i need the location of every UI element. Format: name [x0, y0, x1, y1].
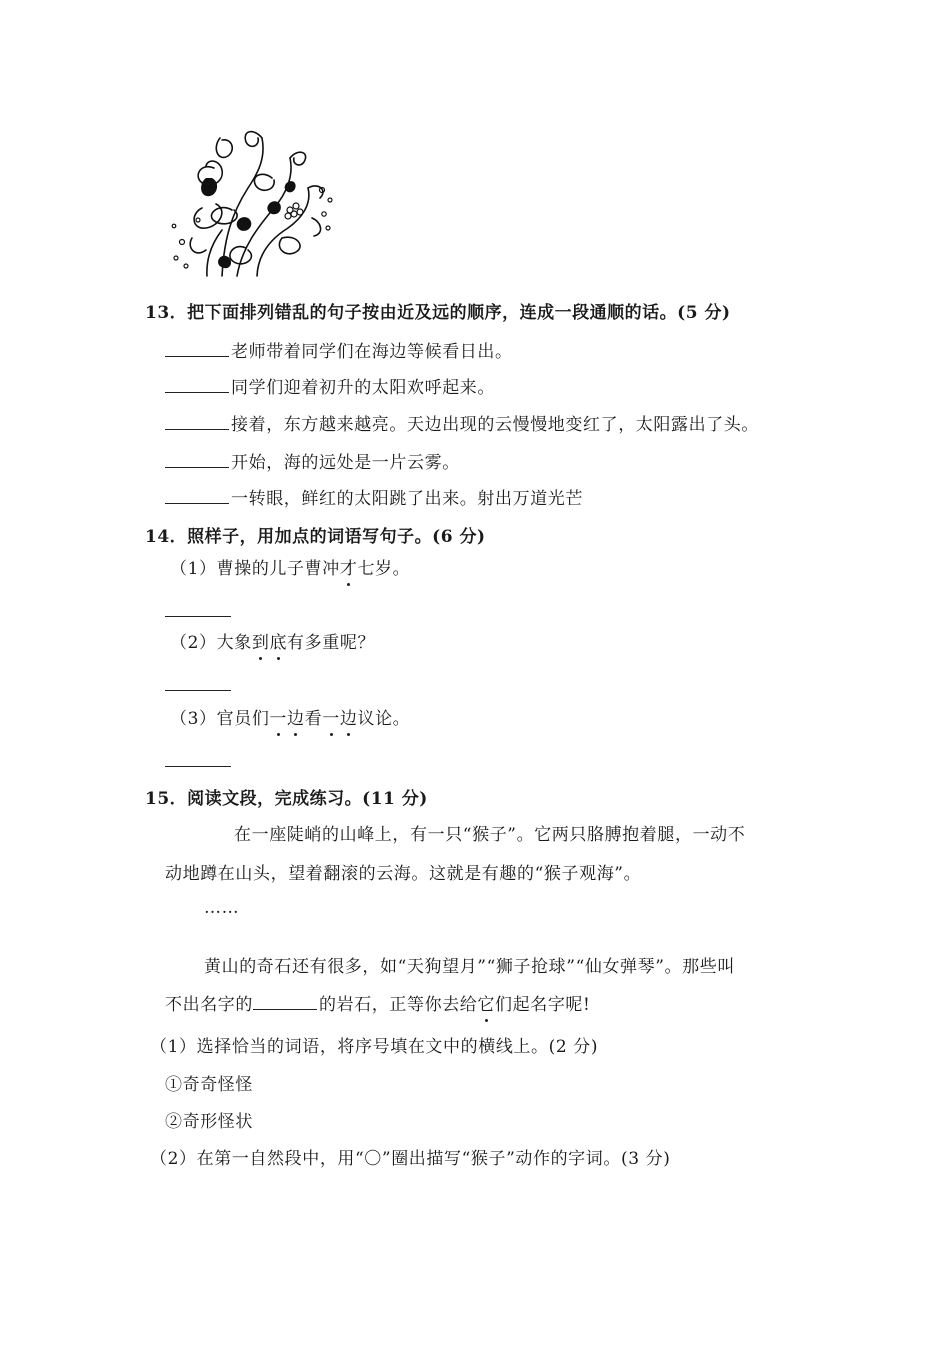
answer-blank[interactable]: [165, 340, 229, 357]
q14-title: 14．照样子，用加点的词语写句子。(6 分): [145, 527, 486, 547]
answer-blank[interactable]: [253, 993, 317, 1010]
q13-item-3: 接着，东方越来越亮。天边出现的云慢慢地变红了，太阳露出了头。: [165, 410, 759, 435]
dotted-word: 边: [339, 709, 358, 729]
q13-item-1: 老师带着同学们在海边等候看日出。: [165, 337, 513, 362]
q15-option-2: ②奇形怪状: [165, 1112, 253, 1132]
answer-blank[interactable]: [165, 451, 229, 468]
answer-blank[interactable]: [165, 376, 229, 393]
dotted-word: 一: [269, 709, 288, 729]
q13-item-2: 同学们迎着初升的太阳欢呼起来。: [165, 373, 495, 398]
answer-line-1[interactable]: [165, 616, 231, 617]
dotted-word: 一: [322, 709, 340, 729]
q15-option-1: ①奇奇怪怪: [165, 1075, 253, 1095]
q15-title: 15．阅读文段，完成练习。(11 分): [145, 789, 428, 809]
q15-paragraph-2-line-1: 黄山的奇石还有很多，如“天狗望月”“狮子抢球”“仙女弹琴”。那些叫: [204, 957, 735, 977]
answer-line-3[interactable]: [165, 766, 231, 767]
q14-sentence-1: （1）曹操的儿子曹冲才七岁。: [170, 559, 411, 579]
q15-paragraph-1-line-2: 动地蹲在山头，望着翻滚的云海。这就是有趣的“猴子观海”。: [165, 864, 642, 884]
q15-sub-question-1: （1）选择恰当的词语，将序号填在文中的横线上。(2 分): [150, 1037, 599, 1057]
dotted-word: 到: [251, 633, 270, 653]
dotted-word: 底: [269, 633, 288, 653]
q15-ellipsis: ……: [204, 898, 240, 918]
answer-blank[interactable]: [165, 487, 229, 504]
answer-line-2[interactable]: [165, 690, 231, 691]
dotted-word: 才: [339, 559, 358, 579]
q15-paragraph-1-line-1: 在一座陡峭的山峰上，有一只“猴子”。它两只胳膊抱着腿，一动不: [234, 825, 746, 845]
dotted-word: 边: [287, 709, 305, 729]
q15-paragraph-2-line-2: 不出名字的 的岩石，正等你去给它们起名字呢!: [165, 995, 591, 1015]
plant-illustration: [162, 118, 340, 278]
q14-sentence-2: （2）大象到底有多重呢？: [170, 633, 376, 653]
dotted-word: 它: [477, 995, 496, 1015]
q14-sentence-3: （3）官员们一边看一边议论。: [170, 709, 411, 729]
q13-title: 13．把下面排列错乱的句子按由近及远的顺序，连成一段通顺的话。(5 分): [145, 303, 731, 323]
q13-item-5: 一转眼，鲜红的太阳跳了出来。射出万道光芒: [165, 484, 583, 509]
q15-sub-question-2: （2）在第一自然段中，用“〇”圈出描写“猴子”动作的字词。(3 分): [150, 1149, 671, 1169]
q13-item-4: 开始，海的远处是一片云雾。: [165, 448, 460, 473]
answer-blank[interactable]: [165, 413, 229, 430]
